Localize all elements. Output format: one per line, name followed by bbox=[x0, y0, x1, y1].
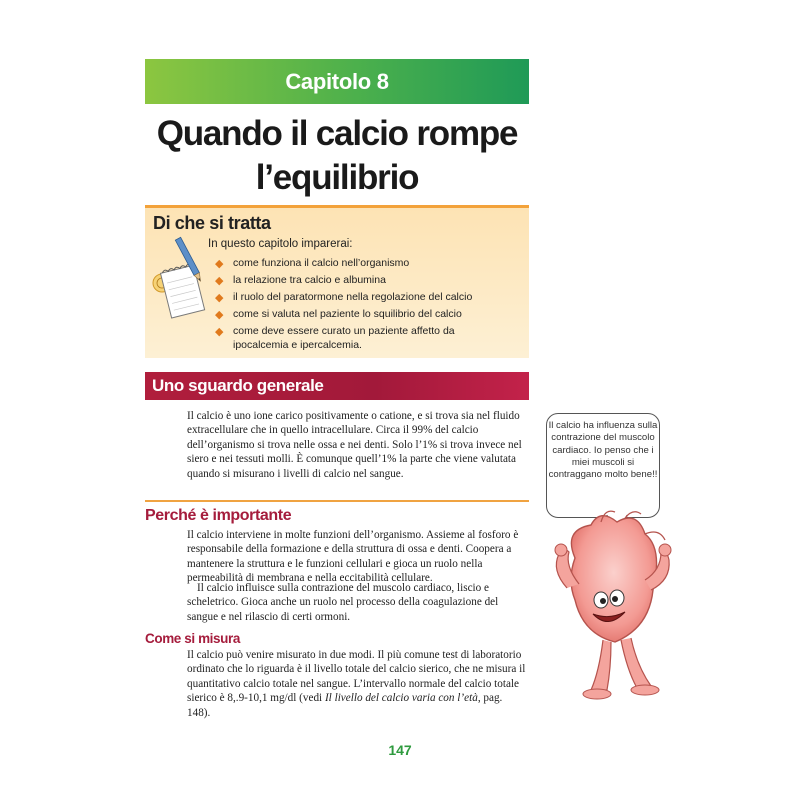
chapter-title-line-1: Quando il calcio rompe bbox=[156, 114, 518, 153]
section-heading-bar bbox=[145, 372, 529, 400]
page-number: 147 bbox=[388, 742, 412, 758]
section-divider bbox=[145, 500, 529, 502]
diamond-bullet-icon: ◆ bbox=[215, 275, 224, 287]
chapter-banner bbox=[145, 59, 529, 104]
measure-heading: Come si misura bbox=[145, 631, 240, 646]
speech-bubble-text: Il calcio ha influenza sulla contrazione del muscolo cardiaco. Io penso che i miei muscoli si contraggano molto bene!! bbox=[548, 420, 658, 481]
importance-paragraph-2-text: Il calcio influisce sulla contrazione del muscolo cardiaco, liscio e scheletrico. Gioca anche un ruolo nel processo della coagulazione del sangue e nel rilascio di certi ormoni. bbox=[187, 582, 499, 623]
intro-box bbox=[145, 205, 529, 358]
intro-item bbox=[210, 324, 503, 352]
overview-paragraph: Il calcio è uno ione carico positivamente o catione, e si trova sia nel fluido extracellulare che in quello intracellulare. Circa il 99% del calcio dell’organismo si trova nelle ossa e nei denti. Solo l’1% si trova invece nel siero e nei tessuti molli. È comunque quell’1% la parte che viene valutata quando si misurano i livelli di calcio nel sangue. bbox=[187, 410, 522, 480]
intro-item bbox=[210, 273, 503, 287]
intro-item-text: la relazione tra calcio e albumina bbox=[233, 274, 386, 286]
intro-item-text: come si valuta nel paziente lo squilibrio del calcio bbox=[233, 308, 462, 320]
intro-item-text: il ruolo del paratormone nella regolazione del calcio bbox=[233, 291, 473, 303]
intro-lead: In questo capitolo imparerai: bbox=[208, 238, 353, 250]
intro-item bbox=[210, 256, 503, 270]
section-heading: Uno sguardo generale bbox=[152, 376, 324, 395]
heart-mascot-icon bbox=[545, 500, 680, 715]
intro-list bbox=[210, 256, 503, 355]
table-reference-link[interactable]: Il livello del calcio varia con l’età bbox=[324, 692, 478, 705]
intro-item-text: come deve essere curato un paziente affetto da ipocalcemia e ipercalcemia. bbox=[233, 325, 455, 351]
intro-item bbox=[210, 290, 503, 304]
diamond-bullet-icon: ◆ bbox=[215, 326, 224, 338]
importance-paragraph-1: Il calcio interviene in molte funzioni dell’organismo. Assieme al fosforo è responsabile della formazione e della struttura di ossa e denti. Coopera a mantenere la struttura e le funzioni cellulari e gioca un ruolo nella permeabilità di membrana e nella eccitabilità cellulare. bbox=[187, 529, 519, 585]
importance-heading: Perché è importante bbox=[145, 507, 292, 524]
measure-paragraph-text: Il calcio può venire misurato in due modi. Il più comune test di laboratorio ordinato che lo riguarda è il livello totale del calcio sierico, che ne misura il quantitativo calcio totale nel sangue. L’intervallo normale del calcio totale sierico è 8,.9-10,1 mg/dl (vedi bbox=[187, 649, 526, 705]
diamond-bullet-icon: ◆ bbox=[215, 309, 224, 321]
intro-item-text: come funziona il calcio nell’organismo bbox=[233, 257, 410, 269]
chapter-label: Capitolo 8 bbox=[285, 69, 389, 94]
importance-paragraph-2 bbox=[187, 581, 527, 624]
measure-paragraph bbox=[187, 648, 527, 720]
notepad-pen-icon bbox=[150, 233, 210, 328]
diamond-bullet-icon: ◆ bbox=[215, 258, 224, 270]
diamond-bullet-icon: ◆ bbox=[215, 292, 224, 304]
intro-item bbox=[210, 307, 503, 321]
chapter-title-line-2: l’equilibrio bbox=[255, 158, 419, 197]
intro-heading: Di che si tratta bbox=[153, 213, 271, 233]
chapter-title bbox=[145, 112, 529, 200]
measure-paragraph-end: , pag. 148). bbox=[187, 692, 503, 719]
